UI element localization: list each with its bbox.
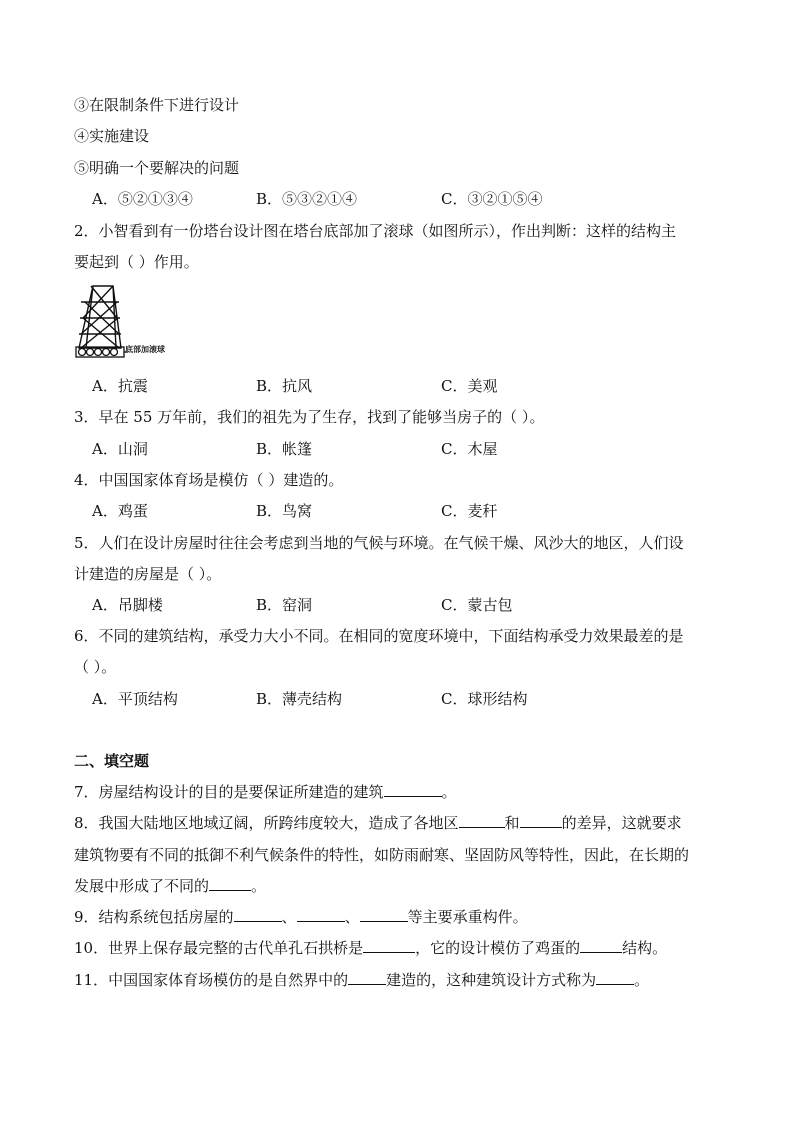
- q1-step-5: ⑤明确一个要解决的问题: [74, 159, 240, 177]
- q8-line3-before: 发展中形成了不同的: [74, 877, 210, 895]
- q5-options: [92, 595, 712, 615]
- q2-option-b[interactable]: B．抗风: [256, 377, 313, 395]
- q4-option-c[interactable]: C．麦秆: [441, 502, 498, 520]
- q8-text-line1: [74, 813, 682, 833]
- q6-text-line1: 6．不同的建筑结构，承受力大小不同。在相同的宽度环境中，下面结构承受力效果最差的是: [74, 627, 684, 645]
- q8-blank-1[interactable]: [459, 813, 505, 828]
- q2-text-line1: 2．小智看到有一份塔台设计图在塔台底部加了滚球（如图所示），作出判断：这样的结构主: [74, 222, 677, 240]
- q10-part2: ，它的设计模仿了鸡蛋的: [415, 939, 581, 957]
- q9-blank-3[interactable]: [360, 907, 408, 922]
- q4-options: [92, 501, 712, 521]
- q5-text-line2: 计建造的房屋是（ ）。: [74, 565, 222, 583]
- q2-option-c[interactable]: C．美观: [441, 377, 498, 395]
- q1-option-b[interactable]: B．⑤③②①④: [256, 190, 358, 208]
- q4-option-a[interactable]: A．鸡蛋: [92, 502, 148, 520]
- q5-option-b[interactable]: B．窑洞: [256, 596, 313, 614]
- q6-option-c[interactable]: C．球形结构: [441, 690, 528, 708]
- q8-part2: 和: [504, 814, 520, 832]
- section-heading-fill-in: 二、填空题: [74, 752, 150, 770]
- q6-options: [92, 689, 712, 709]
- q11-blank-1[interactable]: [348, 970, 386, 985]
- q9-after: 等主要承重构件。: [407, 908, 528, 926]
- q1-option-c[interactable]: C．③②①⑤④: [441, 190, 543, 208]
- q8-blank-2[interactable]: [520, 813, 562, 828]
- q3-options: [92, 439, 712, 459]
- q2-options: [92, 376, 712, 396]
- q3-option-c[interactable]: C．木屋: [441, 440, 498, 458]
- q4-option-b[interactable]: B．鸟窝: [256, 502, 313, 520]
- tower-frame: [79, 286, 121, 348]
- q2-option-a[interactable]: A．抗震: [92, 377, 148, 395]
- q5-option-c[interactable]: C．蒙古包: [441, 596, 513, 614]
- q9-text: [74, 907, 528, 927]
- figure-label: 底部加滚球: [125, 345, 165, 354]
- q3-option-a[interactable]: A．山洞: [92, 440, 148, 458]
- q8-text-line3: [74, 876, 266, 896]
- q11-blank-2[interactable]: [596, 970, 634, 985]
- q1-options: [92, 189, 712, 209]
- q10-text: [74, 938, 667, 958]
- q3-option-b[interactable]: B．帐篷: [256, 440, 313, 458]
- q8-line3-after: 。: [251, 877, 267, 895]
- q1-option-a[interactable]: A．⑤②①③④: [92, 190, 193, 208]
- q7-before: 7．房屋结构设计的目的是要保证所建造的建筑: [74, 783, 384, 801]
- q3-text: 3．早在 55 万年前，我们的祖先为了生存，找到了能够当房子的（ ）。: [74, 408, 545, 426]
- q9-sep1: 、: [281, 908, 297, 926]
- q11-part3: 。: [634, 971, 650, 989]
- q4-text: 4．中国国家体育场是模仿（ ）建造的。: [74, 471, 344, 489]
- q10-part1: 10．世界上保存最完整的古代单孔石拱桥是: [74, 939, 364, 957]
- q8-text-line2: 建筑物要有不同的抵御不利气候条件的特性，如防雨耐寒、坚固防风等特性，因此，在长期的: [74, 846, 690, 864]
- q6-option-a[interactable]: A．平顶结构: [92, 690, 178, 708]
- q8-part3: 的差异，这就要求: [561, 814, 682, 832]
- q10-part3: 结构。: [622, 939, 668, 957]
- q10-blank-2[interactable]: [580, 938, 622, 953]
- q6-text-line2: （ ）。: [74, 658, 117, 676]
- q2-text-line2: 要起到（ ）作用。: [74, 253, 199, 271]
- q1-step-3: ③在限制条件下进行设计: [74, 96, 240, 114]
- q1-step-4: ④实施建设: [74, 127, 150, 145]
- q10-blank-1[interactable]: [363, 938, 415, 953]
- q11-part1: 11．中国国家体育场模仿的是自然界中的: [74, 971, 349, 989]
- q11-text: [74, 970, 649, 990]
- q8-blank-3[interactable]: [209, 876, 251, 891]
- q6-option-b[interactable]: B．薄壳结构: [256, 690, 343, 708]
- q5-option-a[interactable]: A．吊脚楼: [92, 596, 163, 614]
- q7-after: 。: [441, 783, 457, 801]
- q9-blank-2[interactable]: [297, 907, 345, 922]
- q11-part2: 建造的，这种建筑设计方式称为: [386, 971, 597, 989]
- q9-sep2: 、: [344, 908, 360, 926]
- q9-before: 9．结构系统包括房屋的: [74, 908, 234, 926]
- q8-part1: 8．我国大陆地区地域辽阔，所跨纬度较大，造成了各地区: [74, 814, 459, 832]
- q7-text: [74, 782, 457, 802]
- q9-blank-1[interactable]: [234, 907, 282, 922]
- q7-blank[interactable]: [384, 782, 442, 797]
- q5-text-line1: 5．人们在设计房屋时往往会考虑到当地的气候与环境。在气候干燥、风沙大的地区，人们设: [74, 534, 684, 552]
